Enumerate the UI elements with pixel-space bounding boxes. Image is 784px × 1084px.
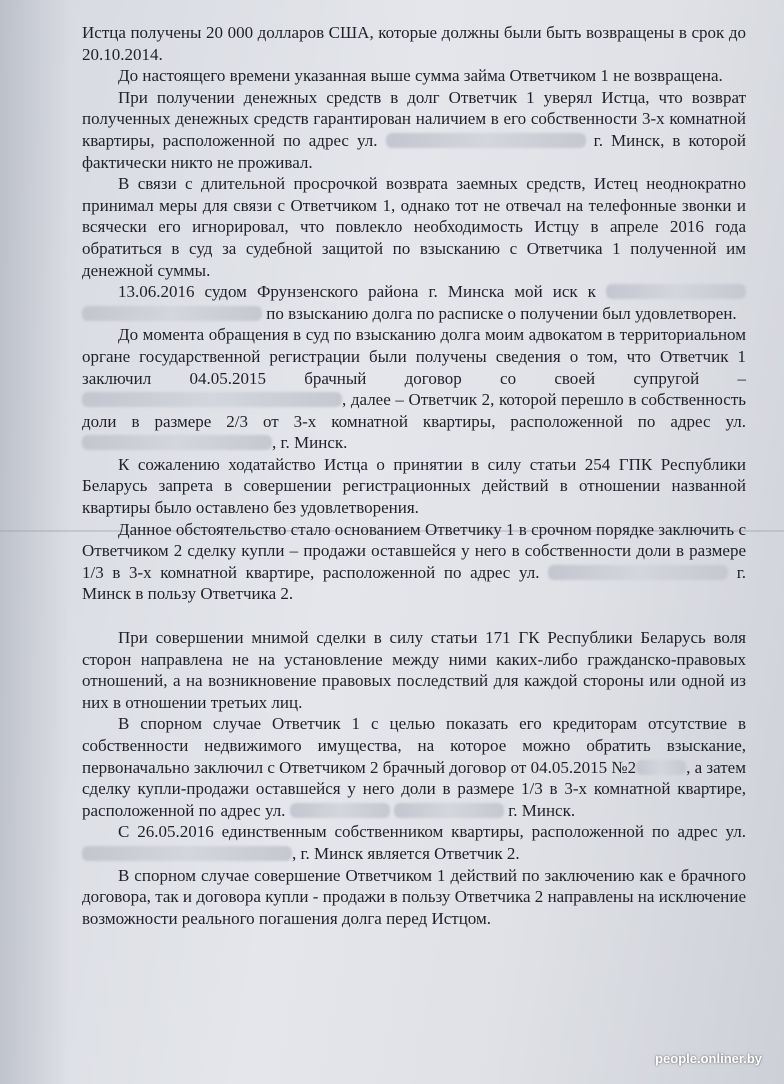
- redacted-contract-number: [636, 760, 686, 775]
- paragraph-5: 13.06.2016 судом Фрунзенского района г. Минска мой иск к по взысканию долга по расписке о получении был удовлетворен.: [82, 281, 746, 324]
- redacted-name: [606, 284, 746, 299]
- page-shadow: [0, 0, 70, 1084]
- redacted-address: [82, 846, 292, 861]
- paragraph-1: Истца получены 20 000 долларов США, которые должны были быть возвращены в срок до 20.10.2014.: [82, 23, 746, 64]
- paragraph-7: К сожалению ходатайство Истца о принятии в силу статьи 254 ГПК Республики Беларусь запрета в совершении регистрационных действий в отношении названной квартиры было оставлено без удовлетворения.: [82, 454, 746, 518]
- paragraph-3: При получении денежных средств в долг Ответчик 1 уверял Истца, что возврат полученных денежных средств гарантирован наличием в его собственности 3-х комнатной квартиры, расположенной по адрес ул. г. Минск, в которой фактически никто не проживал.: [82, 87, 746, 172]
- redacted-address: [290, 803, 390, 818]
- paragraph-2: До настоящего времени указанная выше сумма займа Ответчиком 1 не возвращена.: [118, 66, 723, 86]
- paragraph-6: До момента обращения в суд по взысканию долга моим адвокатом в территориальном органе государственной регистрации были получены сведения о том, что Ответчик 1 заключил 04.05.2015 брачный договор со своей супругой – , далее – Ответчик 2, которой перешло в собственность доли в размере 2/3 от 3-х комнатной квартиры, расположенной по адрес ул. , г. Минск.: [82, 325, 746, 453]
- paragraph-9: При совершении мнимой сделки в силу статьи 171 ГК Республики Беларусь воля сторон направлена не на установление между ними каких-либо гражданско-правовых отношений, а на возникновение правовых последствий для каждой стороны или одной из них в отношении третьих лиц.: [82, 628, 746, 712]
- paragraph-8: Данное обстоятельство стало основанием Ответчику 1 в срочном порядке заключить с Ответчиком 2 сделку купли – продажи оставшейся у него в собственности доли в размере 1/3 в 3-х комнатной квартире, расположенной по адрес ул. г. Минск в пользу Ответчика 2.: [82, 519, 747, 604]
- redacted-address: [82, 435, 272, 450]
- site-watermark: people.onliner.by: [655, 1051, 762, 1066]
- redacted-address: [386, 133, 586, 148]
- redacted-name-cont: [82, 306, 262, 321]
- paragraph-12: В спорном случае совершение Ответчиком 1 действий по заключению как е брачного договора, так и договора купли - продажи в пользу Ответчика 2 направлены на исключение возможности реального погашения долга перед Истцом.: [82, 865, 746, 928]
- redacted-spouse-name: [82, 392, 342, 407]
- paragraph-10: В спорном случае Ответчик 1 с целью показать его кредиторам отсутствие в собственности недвижимого имущества, на которое можно обратить взыскание, первоначально заключил с Ответчиком 2 брачный договор от 04.05.2015 №2 , а затем сделку купли-продажи оставшейся у него доли в размере 1/3 в 3-х комнатной квартире, расположенной по адрес ул. г. Минск.: [82, 714, 746, 820]
- paragraph-11: С 26.05.2016 единственным собственником квартиры, расположенной по адрес ул. , г. Минск является Ответчик 2.: [82, 821, 746, 864]
- redacted-address: [548, 565, 728, 580]
- document-body: [82, 22, 746, 929]
- blank-line: [82, 605, 746, 627]
- redacted-address-cont: [394, 803, 504, 818]
- paragraph-4: В связи с длительной просрочкой возврата заемных средств, Истец неоднократно принимал меры для связи с Ответчиком 1, однако тот не отвечал на телефонные звонки и всячески его игнорировал, что повлекло необходимость Истцу в апреле 2016 года обратиться в суд за судебной защитой по взысканию с Ответчика 1 полученной им денежной суммы.: [82, 174, 746, 280]
